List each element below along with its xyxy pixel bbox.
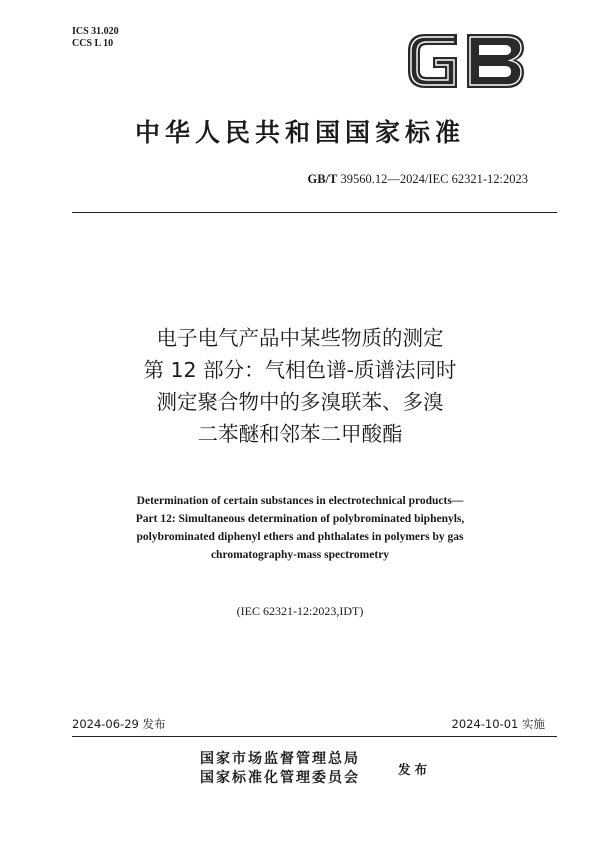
gb-logo [405,30,527,92]
standard-number-value: 39560.12—2024/IEC 62321-12:2023 [340,172,528,186]
standard-number [308,172,529,187]
english-title [0,492,600,564]
chinese-title-line: 测定聚合物中的多溴联苯、多溴 [156,390,444,414]
english-title-line: Part 12: Simultaneous determination of polybrominated biphenyls, [135,513,465,525]
publication-date: 2024-06-29 发布 [72,717,166,731]
standard-number-prefix: GB/T [307,172,338,186]
chinese-title-line: 电子电气产品中某些物质的测定 [156,326,444,350]
chinese-title-line: 二苯醚和邻苯二甲酸酯 [197,422,403,446]
top-divider [72,212,557,213]
chinese-title-line: 第 12 部分：气相色谱-质谱法同时 [143,358,457,382]
issue-label: 发布 [398,762,432,777]
english-title-line: Determination of certain substances in electrotechnical products— [136,495,464,507]
classification-codes [72,26,119,50]
standard-category-title: 中华人民共和国国家标准 [134,118,465,147]
ics-code: ICS 31.020 [72,26,119,37]
issuing-authorities [200,750,360,788]
english-title-line: chromatography-mass spectrometry [210,549,390,561]
ccs-code: CCS L 10 [72,38,114,49]
issuer-name: 国家市场监督管理总局 [200,751,360,767]
english-title-line: polybrominated diphenyl ethers and phthalates in polymers by gas [136,531,464,543]
equivalence-note: (IEC 62321-12:2023,IDT) [236,604,364,618]
bottom-divider [72,736,557,737]
chinese-title [0,322,600,450]
implementation-date: 2024-10-01 实施 [451,717,545,731]
issuer-name: 国家标准化管理委员会 [200,770,360,786]
